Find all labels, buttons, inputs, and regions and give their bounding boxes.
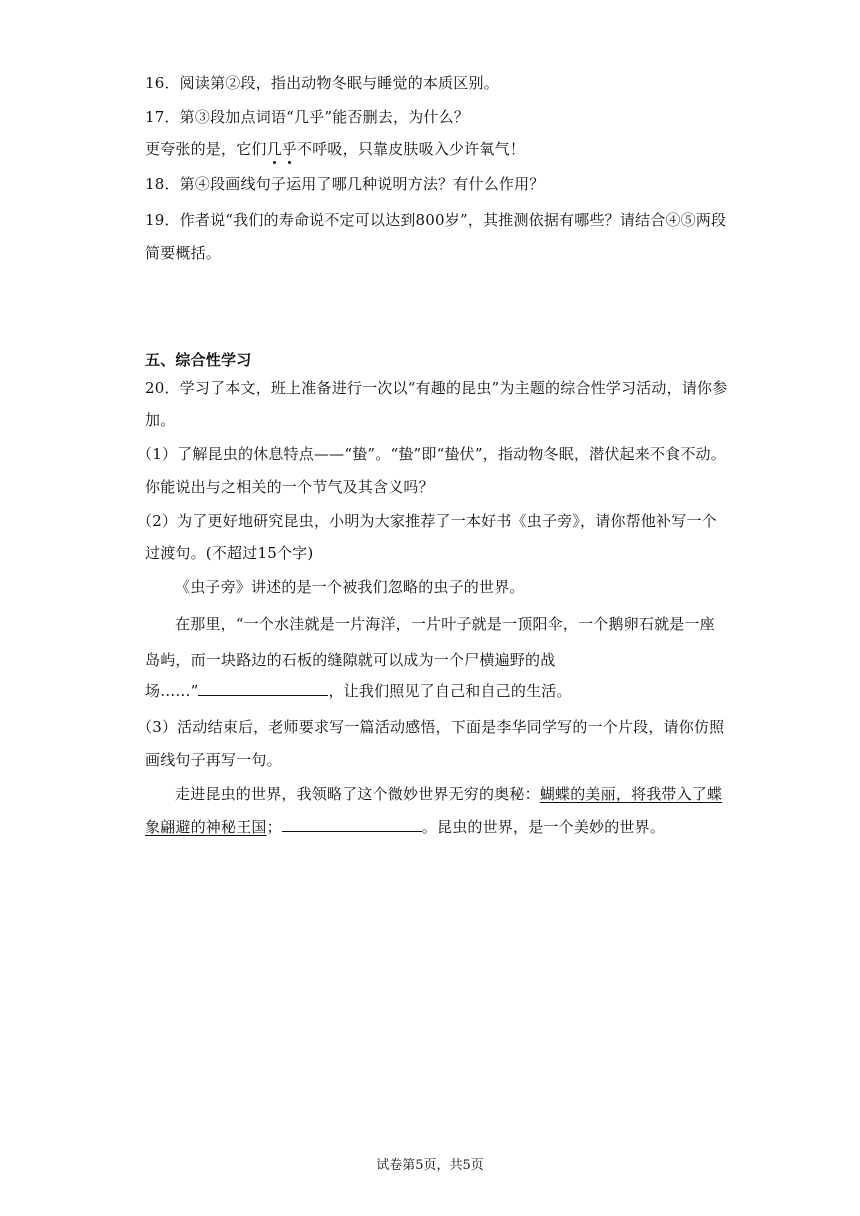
underlined-sentence-part-2: 象翩避的神秘王国 [145,818,267,836]
question-20-line-1: 20．学习了本文，班上准备进行一次以“有趣的昆虫”为主题的综合性学习活动，请你参 [145,379,728,397]
question-17: 17．第③段加点词语“几乎”能否删去，为什么？ [145,108,470,126]
underlined-sentence-part-1: 蝴蝶的美丽，将我带入了蝶 [539,785,723,803]
quote-text-pre: 更夸张的是，它们 [145,140,267,158]
passage-line-2: 在那里，“一个水洼就是一片海洋，一片叶子就是一顶阳伞，一个鹅卵石就是一座 [175,615,715,633]
part-1-line-1: （1）了解昆虫的休息特点——“蛰”。“蛰”即“蛰伏”，指动物冬眠，潜伏起来不食不动。 [137,445,726,463]
page-footer: 试卷第5页，共5页 [376,1158,484,1173]
passage-line-4-pre: 场……” [145,682,199,700]
question-20-line-2: 加。 [145,411,176,429]
essay-line-1 [175,784,725,804]
part-2-line-2: 过渡句。(不超过15个字) [145,544,314,562]
part-1-line-2: 你能说出与之相关的一个节气及其含义吗？ [145,478,434,496]
answer-blank-imitation[interactable] [282,817,422,832]
essay-line-2 [145,817,725,837]
quote-text-post: 不呼吸，只靠皮肤吸入少许氧气！ [297,140,526,158]
passage-line-4-post: ，让我们照见了自己和自己的生活。 [328,682,572,700]
answer-blank-transition[interactable] [198,681,328,696]
part-3-line-1: （3）活动结束后，老师要求写一篇活动感悟，下面是李华同学写的一个片段，请你仿照 [137,718,725,736]
section-heading: 五、综合性学习 [145,351,252,369]
question-19-line-1: 19．作者说“我们的寿命说不定可以达到800岁”，其推测依据有哪些？请结合④⑤两段 [145,211,727,229]
dotted-word: 几乎 [267,139,297,159]
passage-line-3: 岛屿，而一块路边的石板的缝隙就可以成为一个尸横遍野的战 [145,651,556,669]
passage-line-1: 《虫子旁》讲述的是一个被我们忽略的虫子的世界。 [175,578,525,596]
essay-line-2-sep: ； [266,818,282,836]
question-18: 18．第④段画线句子运用了哪几种说明方法？有什么作用？ [145,175,545,193]
essay-line-2-post: 。昆虫的世界，是一个美妙的世界。 [421,818,666,836]
passage-line-4 [145,681,725,701]
part-2-line-1: （2）为了更好地研究昆虫，小明为大家推荐了一本好书《虫子旁》，请你帮他补写一个 [137,512,717,530]
part-3-line-2: 画线句子再写一句。 [145,751,282,769]
question-16: 16．阅读第②段，指出动物冬眠与睡觉的本质区别。 [145,74,499,92]
question-17-quote [145,139,725,159]
question-19-line-2: 简要概括。 [145,244,222,262]
essay-line-1-pre: 走进昆虫的世界，我领略了这个微妙世界无穷的奥秘： [175,785,540,803]
